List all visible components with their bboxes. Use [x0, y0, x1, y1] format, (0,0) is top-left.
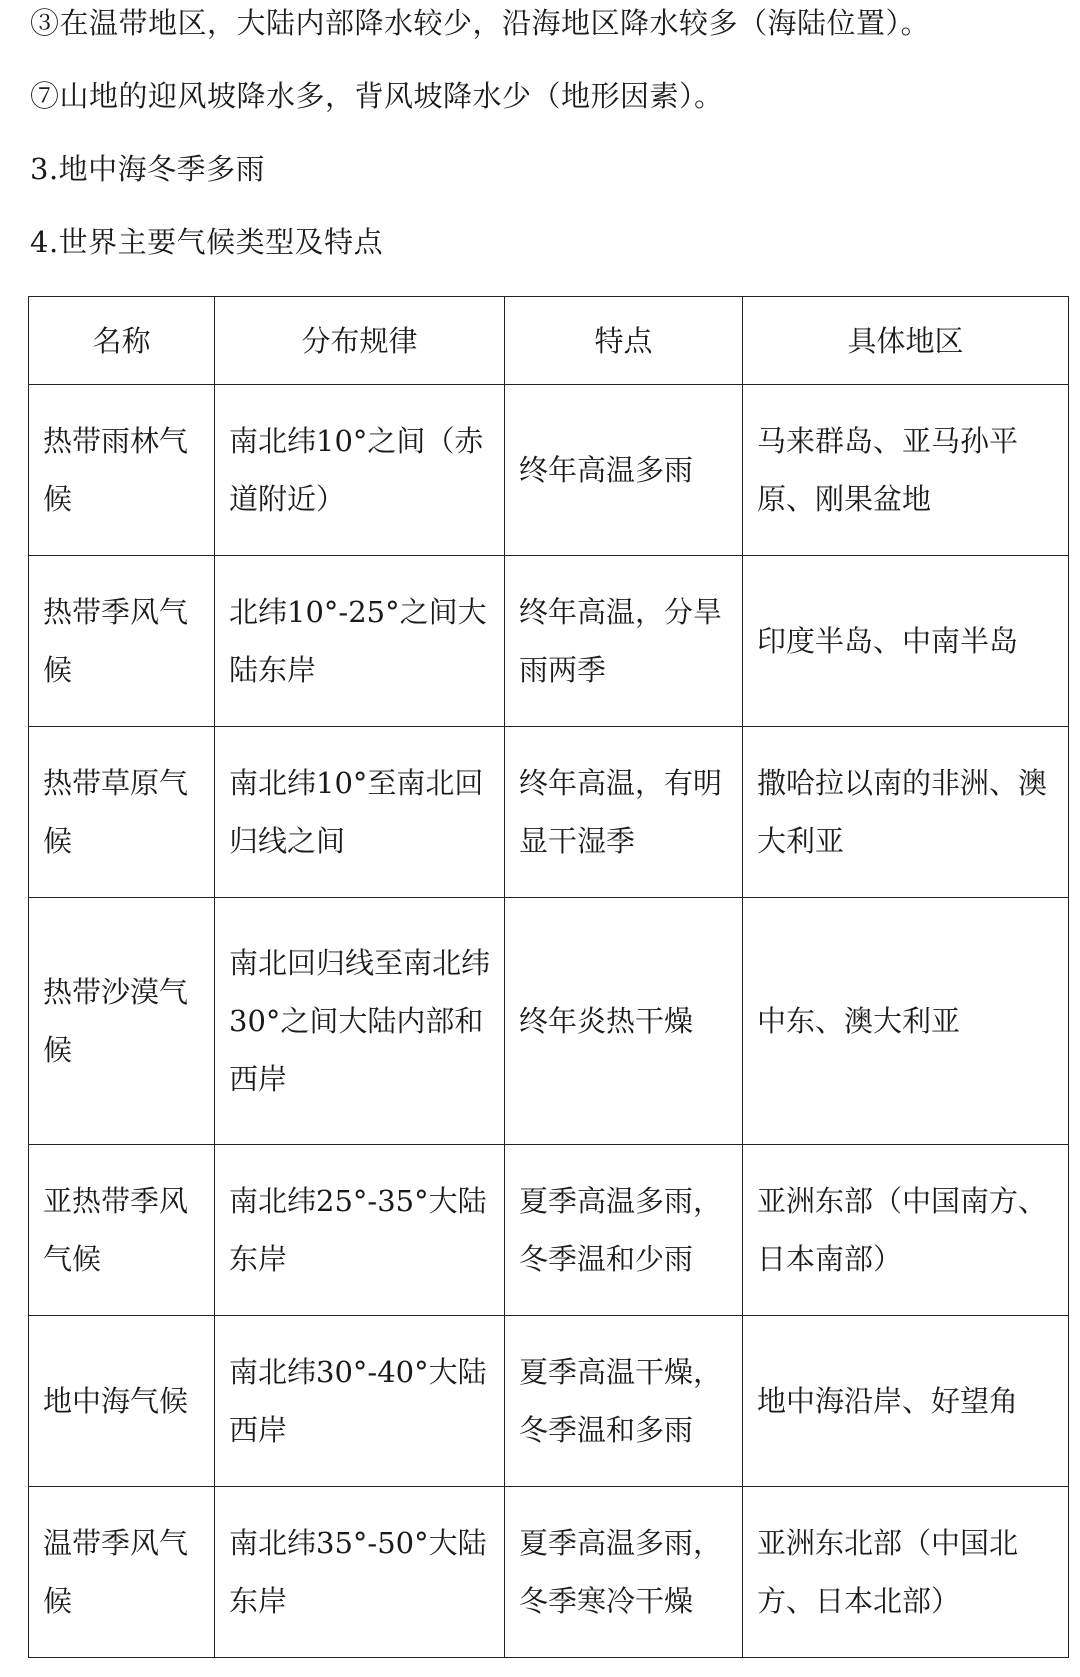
- cell-name: 热带季风气候: [29, 556, 215, 727]
- cell-features: 终年高温多雨: [505, 385, 743, 556]
- header-distribution: 分布规律: [215, 297, 505, 385]
- cell-features: 夏季高温干燥，冬季温和多雨: [505, 1316, 743, 1487]
- table-row: [29, 1487, 1069, 1658]
- climate-types-table: [28, 296, 1069, 1658]
- cell-name: 地中海气候: [29, 1316, 215, 1487]
- header-features: 特点: [505, 297, 743, 385]
- table-row: [29, 898, 1069, 1145]
- cell-distribution: 南北纬35°-50°大陆东岸: [215, 1487, 505, 1658]
- cell-features: 夏季高温多雨，冬季温和少雨: [505, 1145, 743, 1316]
- header-name: 名称: [29, 297, 215, 385]
- intro-line-2: ⑦山地的迎风坡降水多，背风坡降水少（地形因素）。: [30, 79, 724, 113]
- table-row: [29, 556, 1069, 727]
- cell-name: 热带草原气候: [29, 727, 215, 898]
- cell-regions: 马来群岛、亚马孙平原、刚果盆地: [743, 385, 1069, 556]
- cell-name: 热带沙漠气候: [29, 898, 215, 1145]
- cell-features: 终年高温，有明显干湿季: [505, 727, 743, 898]
- cell-regions: 印度半岛、中南半岛: [743, 556, 1069, 727]
- cell-distribution: 南北回归线至南北纬30°之间大陆内部和西岸: [215, 898, 505, 1145]
- table-row: [29, 727, 1069, 898]
- cell-distribution: 南北纬25°-35°大陆东岸: [215, 1145, 505, 1316]
- cell-distribution: 南北纬10°之间（赤道附近）: [215, 385, 505, 556]
- section-title: 4.世界主要气候类型及特点: [30, 225, 384, 259]
- header-regions: 具体地区: [743, 297, 1069, 385]
- cell-regions: 亚洲东北部（中国北方、日本北部）: [743, 1487, 1069, 1658]
- cell-regions: 撒哈拉以南的非洲、澳大利亚: [743, 727, 1069, 898]
- table-row: [29, 385, 1069, 556]
- cell-regions: 亚洲东部（中国南方、日本南部）: [743, 1145, 1069, 1316]
- table-header-row: [29, 297, 1069, 385]
- cell-distribution: 南北纬10°至南北回归线之间: [215, 727, 505, 898]
- cell-distribution: 南北纬30°-40°大陆西岸: [215, 1316, 505, 1487]
- cell-features: 终年炎热干燥: [505, 898, 743, 1145]
- cell-name: 热带雨林气候: [29, 385, 215, 556]
- cell-name: 温带季风气候: [29, 1487, 215, 1658]
- intro-line-3: 3.地中海冬季多雨: [30, 152, 266, 186]
- table-row: [29, 1145, 1069, 1316]
- cell-features: 夏季高温多雨，冬季寒冷干燥: [505, 1487, 743, 1658]
- table-row: [29, 1316, 1069, 1487]
- cell-name: 亚热带季风气候: [29, 1145, 215, 1316]
- cell-features: 终年高温，分旱雨两季: [505, 556, 743, 727]
- intro-line-1: ③在温带地区，大陆内部降水较少，沿海地区降水较多（海陆位置）。: [30, 6, 931, 40]
- cell-regions: 地中海沿岸、好望角: [743, 1316, 1069, 1487]
- cell-regions: 中东、澳大利亚: [743, 898, 1069, 1145]
- cell-distribution: 北纬10°-25°之间大陆东岸: [215, 556, 505, 727]
